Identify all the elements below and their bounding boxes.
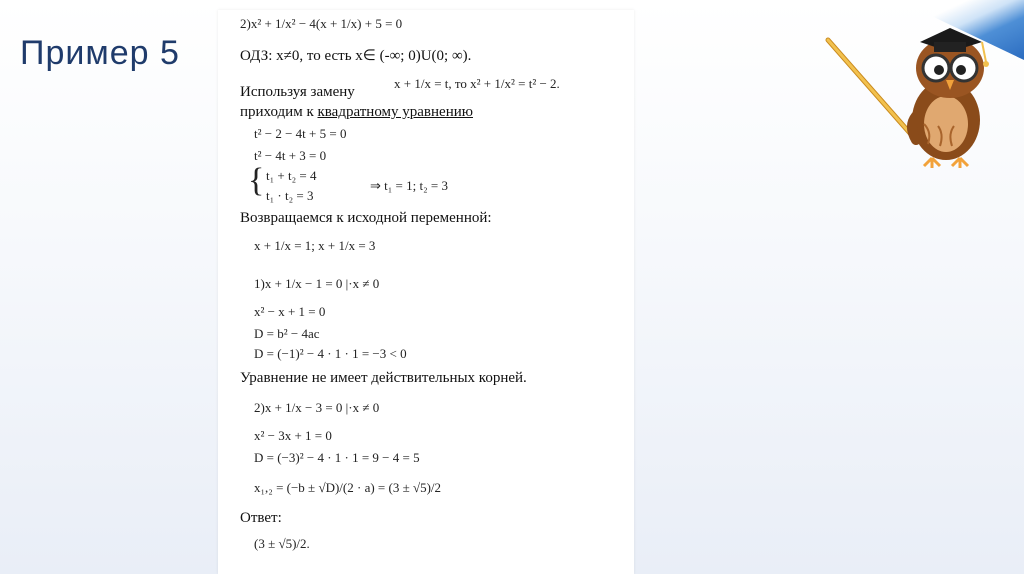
equation-line: t² − 4t + 3 = 0 [254, 148, 327, 163]
equation-line: D = (−1)² − 4 · 1 · 1 = −3 < 0 [254, 346, 407, 361]
substitution-text: Используя замену [240, 84, 355, 100]
answer-value: (3 ± √5)/2. [254, 536, 310, 551]
back-substitution-heading: Возвращаемся к исходной переменной: [240, 210, 492, 226]
system-line: t₁ + t₂ = 4 [266, 168, 317, 183]
odz-line: ОДЗ: x≠0, то есть x∈ (-∞; 0)U(0; ∞). [240, 48, 472, 64]
system-result: ⇒ t₁ = 1; t₂ = 3 [370, 178, 448, 193]
system-brace: { [248, 162, 265, 199]
quadratic-underlined: квадратному уравнению [317, 104, 473, 120]
equation-line: D = b² − 4ac [254, 326, 320, 341]
quadratic-intro [240, 104, 473, 121]
equation-line: 2)x² + 1/x² − 4(x + 1/x) + 5 = 0 [240, 16, 403, 31]
equation-line: x² − x + 1 = 0 [254, 304, 326, 319]
answer-label: Ответ: [240, 510, 282, 526]
case-2-equation: 2)x + 1/x − 3 = 0 |·x ≠ 0 [254, 400, 380, 415]
case-1-equation: 1)x + 1/x − 1 = 0 |·x ≠ 0 [254, 276, 380, 291]
quadratic-prefix: приходим к [240, 104, 314, 120]
equation-line: x² − 3x + 1 = 0 [254, 428, 332, 443]
slide-title: Пример 5 [20, 34, 180, 72]
equation-line: x + 1/x = 1; x + 1/x = 3 [254, 238, 376, 253]
system-line: t₁ · t₂ = 3 [266, 188, 314, 203]
equation-line: D = (−3)² − 4 · 1 · 1 = 9 − 4 = 5 [254, 450, 420, 465]
equation-line: t² − 2 − 4t + 5 = 0 [254, 126, 347, 141]
solution-sheet [218, 10, 634, 574]
owl-professor-icon [820, 12, 1000, 172]
substitution-formula: x + 1/x = t, то x² + 1/x² = t² − 2. [394, 76, 560, 91]
roots-formula: x₁,₂ = (−b ± √D)/(2 · a) = (3 ± √5)/2 [254, 480, 442, 495]
no-roots-statement: Уравнение не имеет действительных корней. [240, 370, 527, 386]
